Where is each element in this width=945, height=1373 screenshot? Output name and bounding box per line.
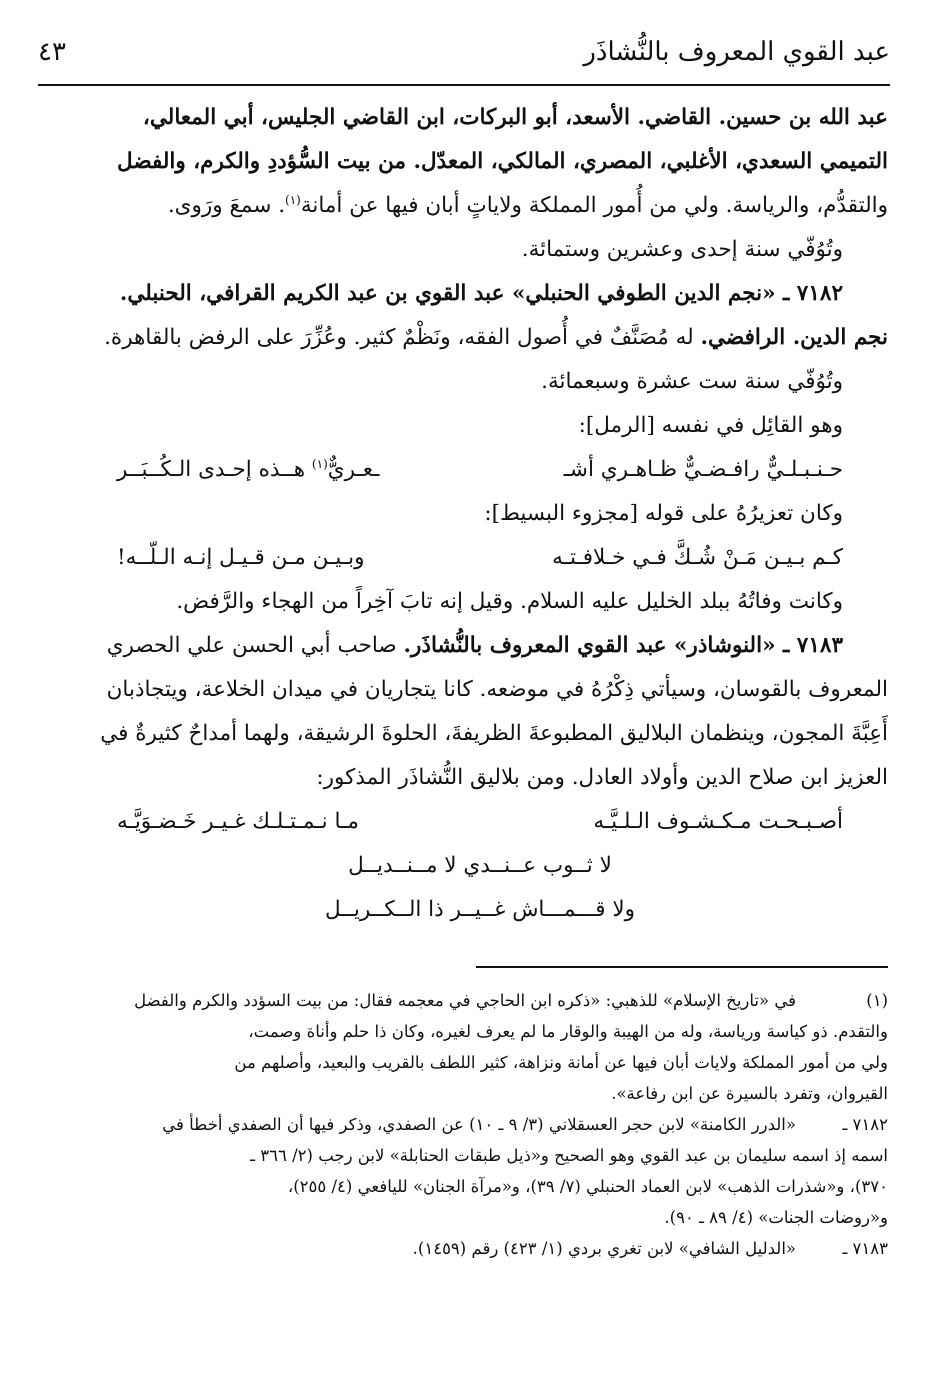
- entry-7183-verse-3: ولا قـــمـــاش غــيــر ذا الــكــريــل: [325, 897, 635, 922]
- entry-prev-line-3: والتقدُّم، والرياسة. ولي من أُمور المملكة ولاياتٍ أبان فيها عن أمانة$^{(١)}$. سمعَ ورَوى.: [167, 192, 888, 218]
- entry-prev-death: وتُوُفّي سنة إحدى وعشرين وستمائة.: [521, 237, 843, 262]
- entry-7182-verse-2: [62, 536, 888, 580]
- footnote-7182-continued: اسمه إذ اسمه سليمان بن عبد القوي وهو الصحيح و«ذيل طبقات الحنابلة» لابن رجب (٢/ ٣٦٦ ـ ٣٧٠)، و«شذرات الذهب» لابن العماد الحنبلي (٧/ ٣٩)، و«مرآة الجنان» لليافعي (٤/ ٢٥٥)، و«روضات الجنات» (٤/ ٨٩ ـ ٩٠).: [250, 1146, 888, 1227]
- hemistich-right: حـنـبـلـيٌّ رافـضـيٌّ ظـاهـري أشـ: [563, 457, 843, 482]
- main-text: [62, 96, 888, 932]
- entry-prev-line-1: عبد الله بن حسين. القاضي. الأسعد، أبو البركات، ابن القاضي الجليس، أبي المعالي،: [142, 105, 888, 130]
- entry-7182-line-2: نجم الدين. الرافضي. له مُصَنَّفٌ في أُصول الفقه، ونَظْمٌ كثير. وعُزِّرَ على الرفض بالقاهرة.: [104, 325, 888, 350]
- footnote-1-continued: والتقدم. ذو كياسة ورياسة، وله من الهيبة والوقار ما لم يعرف لغيره، وكان ذا حلم وأناة وصمت، ولي من أمور المملكة ولايات أبان فيها عن أمانة ونزاهة، كثير اللطف بالقريب والبعيد، وأصلهم من القيروان، وتفرد بالسيرة عن ابن رفاعة».: [234, 1022, 888, 1103]
- hemistich-right: كـم بـيـن مَـنْ شُـكَّ فـي خـلافـتـه: [552, 545, 843, 570]
- page-number: ٤٣: [38, 37, 66, 67]
- hemistich-left: وبـيـن مـن قـيـل إنـه الـلّــه!: [117, 545, 365, 570]
- entry-7183-line-4: العزيز ابن صلاح الدين وأولاد العادل. ومن بلاليق النُّشاذَر المذكور:: [316, 765, 888, 790]
- footnotes: [62, 985, 888, 1264]
- entry-7183-heading: ٧١٨٣ ـ «النوشاذر» عبد القوي المعروف بالنُّشاذَر. صاحب أبي الحسن علي الحصري: [106, 633, 843, 658]
- hemistich-left: مـا نـمـتـلـك غـيـر خَـضـوَيَّـه: [117, 809, 359, 834]
- hemistich-left: ـعـريٌّ$^{(١)}$ هــذه إحـدى الـكُــبَــر: [117, 456, 380, 482]
- entry-7183-line-3: أَعِبَّةَ المجون، وينظمان البلاليق المطبوعةَ الظريفةَ، الحلوةَ الرشيقة، ولهما أمداحٌ كثيرةٌ في: [100, 721, 888, 746]
- footnote-7183: ٧١٨٣ ـ «الدليل الشافي» لابن تغري بردي (١/ ٤٢٣) رقم (١٤٥٩).: [62, 1233, 888, 1264]
- entry-7182-punish-intro: وكان تعزيرُهُ على قوله [مجزوء البسيط]:: [484, 501, 843, 526]
- entry-7182-heading: ٧١٨٢ ـ «نجم الدين الطوفي الحنبلي» عبد القوي بن عبد الكريم القرافي، الحنبلي.: [119, 281, 843, 306]
- entry-7182-verse-1: [62, 448, 888, 492]
- hemistich-right: أصـبـحـت مـكـشـوف الـلـيَّـه: [593, 809, 843, 834]
- footnote-divider: [476, 966, 888, 968]
- entry-7183-line-2: المعروف بالقوسان، وسيأتي ذِكْرُهُ في موضعه. كانا يتجاريان في ميدان الخلاعة، ويتجاذبان: [106, 677, 888, 702]
- header-divider: [38, 84, 890, 86]
- footnote-7182: ٧١٨٢ ـ «الدرر الكامنة» لابن حجر العسقلاني (٣/ ٩ ـ ١٠) عن الصفدي، وذكر فيها أن الصفدي أخطأ في: [62, 1109, 888, 1140]
- entry-7182-poem-intro: وهو القائِل في نفسه [الرمل]:: [578, 413, 843, 438]
- entry-7183-verse-1: [62, 800, 888, 844]
- entry-7183-verse-2: لا ثــوب عــنــدي لا مــنــديــل: [348, 853, 612, 878]
- entry-7182-ending: وكانت وفاتُهُ ببلد الخليل عليه السلام. وقيل إنه تابَ آخِراً من الهجاء والرَّفض.: [176, 589, 843, 614]
- footnote-ref: (١): [285, 192, 301, 207]
- footnote-label: (١): [866, 991, 888, 1010]
- footnote-1: (١) في «تاريخ الإسلام» للذهبي: «ذكره ابن الحاجي في معجمه فقال: من بيت السؤدد والكرم والفضل: [62, 985, 888, 1016]
- running-title: عبد القوي المعروف بالنُّشاذَر: [583, 37, 890, 67]
- footnote-label: ٧١٨٣ ـ: [842, 1239, 888, 1258]
- entry-prev-line-2: التميمي السعدي، الأغلبي، المصري، المالكي، المعدّل. من بيت السُّؤددِ والكرم، والفضل: [117, 149, 888, 174]
- footnote-ref: (١): [311, 456, 328, 471]
- entry-7182-death: وتُوُفّي سنة ست عشرة وسبعمائة.: [541, 369, 843, 394]
- page-header: [38, 30, 890, 74]
- footnote-label: ٧١٨٢ ـ: [842, 1115, 888, 1134]
